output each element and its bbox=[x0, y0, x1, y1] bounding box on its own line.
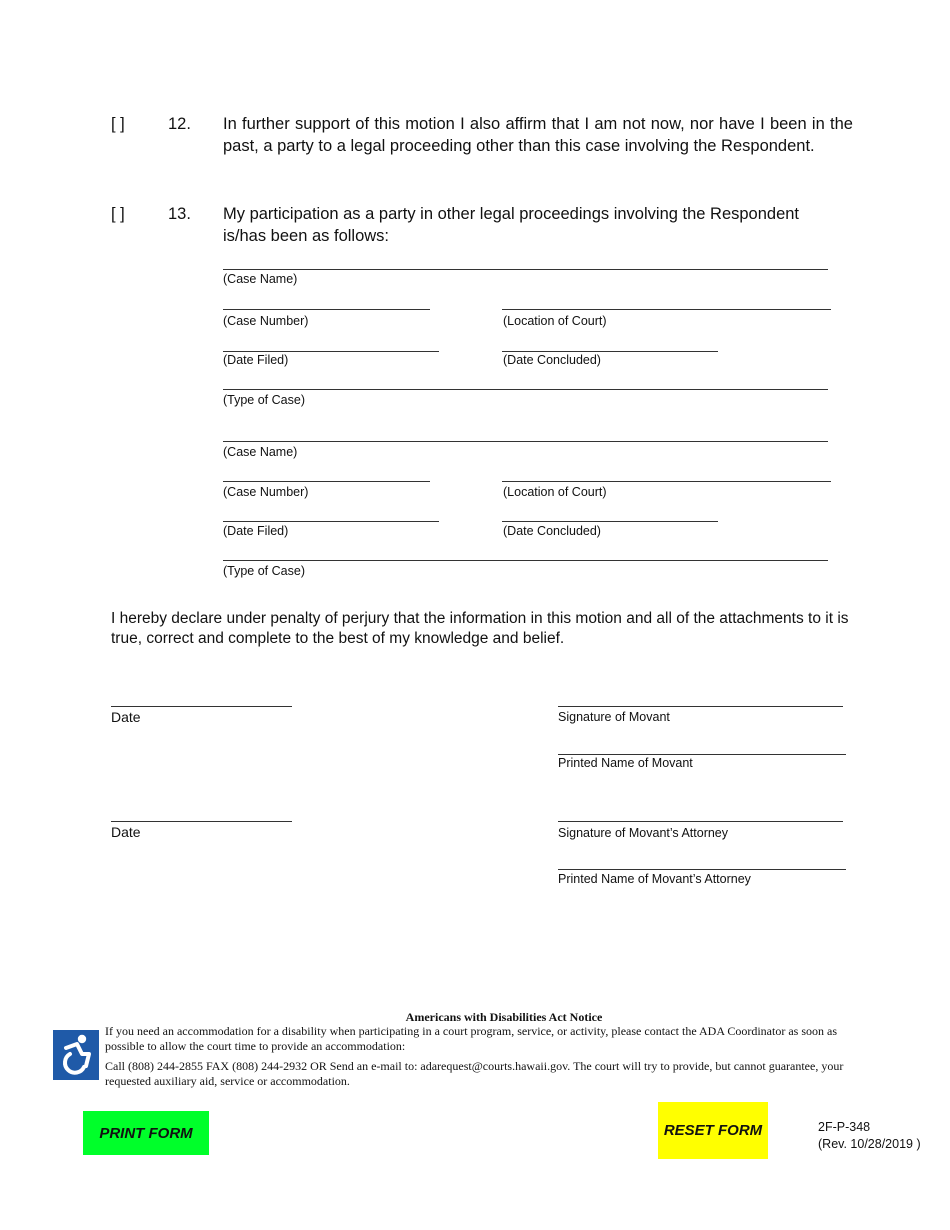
case-number-field[interactable] bbox=[223, 309, 430, 310]
accessibility-icon bbox=[53, 1030, 99, 1080]
location-of-court-field[interactable] bbox=[502, 309, 831, 310]
signature-attorney-field[interactable] bbox=[558, 821, 843, 822]
printed-name-attorney-label: Printed Name of Movant’s Attorney bbox=[558, 872, 751, 886]
ada-paragraph-2: Call (808) 244-2855 FAX (808) 244-2932 OR Send an e-mail to: adarequest@courts.hawaii.gov. The court will try to provide, but cannot guarantee, your requested auxiliary aid, service or accommodation. bbox=[105, 1059, 844, 1088]
date-field-1[interactable] bbox=[111, 706, 292, 707]
print-form-button[interactable]: PRINT FORM bbox=[83, 1111, 209, 1155]
date-field-2[interactable] bbox=[111, 821, 292, 822]
signature-movant-label: Signature of Movant bbox=[558, 710, 670, 724]
printed-name-attorney-field[interactable] bbox=[558, 869, 846, 870]
case-number-label: (Case Number) bbox=[223, 314, 309, 328]
date-concluded-field[interactable] bbox=[502, 521, 718, 522]
location-of-court-label: (Location of Court) bbox=[503, 314, 607, 328]
date-filed-field[interactable] bbox=[223, 521, 439, 522]
date-concluded-field[interactable] bbox=[502, 351, 718, 352]
location-of-court-field[interactable] bbox=[502, 481, 831, 482]
case-name-label: (Case Name) bbox=[223, 445, 298, 459]
date-label-1: Date bbox=[111, 709, 141, 725]
type-of-case-field[interactable] bbox=[223, 560, 828, 561]
item-12-checkbox[interactable]: [ ] bbox=[111, 115, 125, 133]
case-number-label: (Case Number) bbox=[223, 485, 309, 499]
date-filed-field[interactable] bbox=[223, 351, 439, 352]
reset-form-button[interactable]: RESET FORM bbox=[658, 1102, 768, 1159]
date-filed-label: (Date Filed) bbox=[223, 524, 289, 538]
type-of-case-label: (Type of Case) bbox=[223, 393, 305, 407]
item-13-number: 13. bbox=[168, 205, 191, 223]
date-concluded-label: (Date Concluded) bbox=[503, 524, 601, 538]
location-of-court-label: (Location of Court) bbox=[503, 485, 607, 499]
item-12-text: In further support of this motion I also affirm that I am not now, nor have I been in the past, a party to a legal proceeding other than this case involving the Respondent. bbox=[223, 115, 853, 155]
printed-name-movant-label: Printed Name of Movant bbox=[558, 756, 693, 770]
type-of-case-field[interactable] bbox=[223, 389, 828, 390]
form-revision: (Rev. 10/28/2019 ) bbox=[818, 1137, 921, 1151]
case-name-label: (Case Name) bbox=[223, 272, 298, 286]
form-number: 2F-P-348 bbox=[818, 1120, 871, 1134]
case-number-field[interactable] bbox=[223, 481, 430, 482]
date-label-2: Date bbox=[111, 824, 141, 840]
form-id bbox=[818, 1119, 921, 1153]
signature-attorney-label: Signature of Movant’s Attorney bbox=[558, 826, 729, 840]
ada-paragraph-1: If you need an accommodation for a disability when participating in a court program, service, or activity, please contact the ADA Coordinator as soon as possible to allow the court time to provide an accommodation: bbox=[105, 1024, 837, 1053]
date-filed-label: (Date Filed) bbox=[223, 353, 289, 367]
item-12-number: 12. bbox=[168, 115, 191, 133]
case-name-field[interactable] bbox=[223, 269, 828, 270]
ada-title: Americans with Disabilities Act Notice bbox=[405, 1010, 603, 1024]
type-of-case-label: (Type of Case) bbox=[223, 564, 305, 578]
signature-movant-field[interactable] bbox=[558, 706, 843, 707]
case-name-field[interactable] bbox=[223, 441, 828, 442]
date-concluded-label: (Date Concluded) bbox=[503, 353, 601, 367]
declaration-text: I hereby declare under penalty of perjury that the information in this motion and all of the attachments to it is true, correct and complete to the best of my knowledge and belief. bbox=[111, 610, 849, 647]
item-13-checkbox[interactable]: [ ] bbox=[111, 205, 125, 223]
printed-name-movant-field[interactable] bbox=[558, 754, 846, 755]
item-13-text: My participation as a party in other legal proceedings involving the Respondent is/has been as follows: bbox=[223, 205, 800, 245]
